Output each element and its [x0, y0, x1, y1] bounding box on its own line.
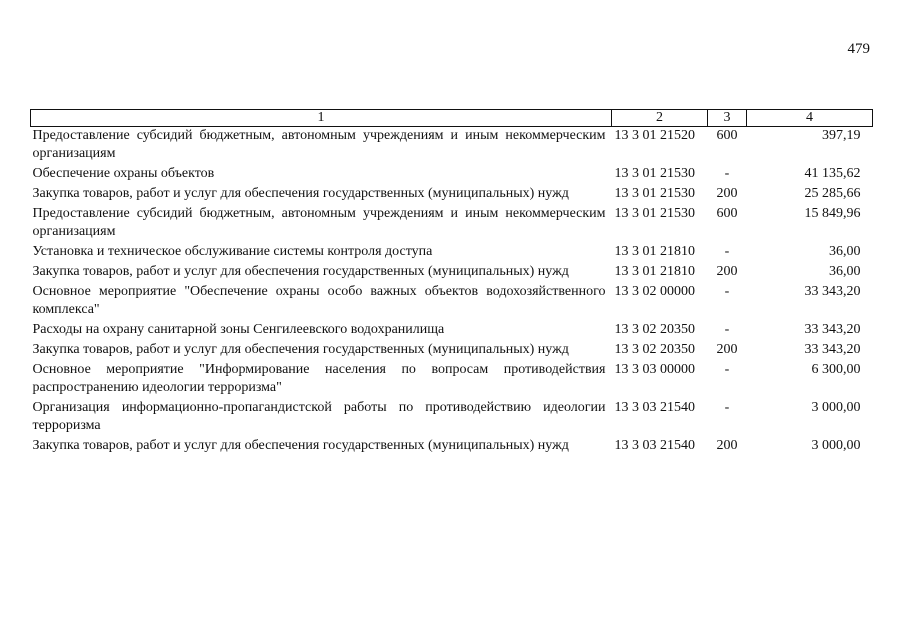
table-row [31, 205, 873, 243]
column-header-name: 1 [31, 110, 612, 127]
table-row [31, 243, 873, 263]
row-type: 200 [716, 186, 738, 201]
row-code: 13 3 03 00000 [614, 362, 695, 377]
row-type: - [724, 166, 730, 181]
budget-table [30, 109, 873, 457]
row-code: 13 3 03 21540 [614, 400, 695, 415]
row-type: - [724, 322, 730, 337]
row-code: 13 3 01 21810 [614, 264, 695, 279]
row-code: 13 3 02 00000 [614, 284, 695, 299]
row-name: Обеспечение охраны объектов [32, 166, 215, 181]
row-type: - [724, 362, 730, 377]
row-type: - [724, 400, 730, 415]
row-type: 600 [716, 206, 738, 221]
row-amount: 6 300,00 [811, 362, 861, 377]
row-name: Закупка товаров, работ и услуг для обеспечения государственных (муниципальных) нужд [32, 186, 569, 201]
table-row [31, 321, 873, 341]
row-type: 200 [716, 264, 738, 279]
row-name: Закупка товаров, работ и услуг для обеспечения государственных (муниципальных) нужд [32, 342, 569, 357]
table-header [31, 110, 873, 127]
table-row [31, 341, 873, 361]
table-row [31, 361, 873, 399]
row-code: 13 3 01 21810 [614, 244, 695, 259]
row-code: 13 3 01 21530 [614, 206, 695, 221]
row-amount: 15 849,96 [804, 206, 861, 221]
row-name: Закупка товаров, работ и услуг для обеспечения государственных (муниципальных) нужд [32, 264, 569, 279]
row-name: Установка и техническое обслуживание системы контроля доступа [32, 244, 433, 259]
row-amount: 41 135,62 [804, 166, 861, 181]
page-number: 479 [847, 41, 870, 57]
table-body [31, 127, 873, 458]
row-name: Предоставление субсидий бюджетным, автономным учреждениям и иным некоммерческим организациям [32, 206, 606, 239]
row-name: Расходы на охрану санитарной зоны Сенгилеевского водохранилища [32, 322, 445, 337]
row-name: Организация информационно-пропагандистской работы по противодействию идеологии терроризма [32, 400, 606, 433]
table-row [31, 127, 873, 166]
row-type: - [724, 244, 730, 259]
row-type: 600 [716, 128, 738, 143]
row-code: 13 3 01 21530 [614, 166, 695, 181]
row-type: 200 [716, 438, 738, 453]
row-amount: 33 343,20 [804, 342, 861, 357]
header-row [31, 110, 873, 127]
row-type: - [724, 284, 730, 299]
column-header-type: 3 [708, 110, 747, 127]
row-amount: 36,00 [829, 264, 861, 279]
table-row [31, 263, 873, 283]
table-row [31, 165, 873, 185]
column-header-code: 2 [612, 110, 708, 127]
table-row [31, 283, 873, 321]
row-code: 13 3 01 21520 [614, 128, 695, 143]
row-amount: 3 000,00 [811, 438, 861, 453]
row-amount: 3 000,00 [811, 400, 861, 415]
table-row [31, 437, 873, 457]
table-row [31, 399, 873, 437]
row-amount: 25 285,66 [804, 186, 861, 201]
row-name: Основное мероприятие "Обеспечение охраны особо важных объектов водохозяйственного комплекса" [32, 284, 606, 317]
table-row [31, 185, 873, 205]
row-name: Закупка товаров, работ и услуг для обеспечения государственных (муниципальных) нужд [32, 438, 569, 453]
row-name: Предоставление субсидий бюджетным, автономным учреждениям и иным некоммерческим организациям [32, 128, 606, 161]
row-code: 13 3 01 21530 [614, 186, 695, 201]
row-name: Основное мероприятие "Информирование населения по вопросам противодействия распространению идеологии терроризма" [32, 362, 606, 395]
row-amount: 33 343,20 [804, 284, 861, 299]
column-header-amount: 4 [747, 110, 873, 127]
row-amount: 36,00 [829, 244, 861, 259]
row-amount: 397,19 [822, 128, 861, 143]
row-amount: 33 343,20 [804, 322, 861, 337]
row-code: 13 3 03 21540 [614, 438, 695, 453]
row-code: 13 3 02 20350 [614, 322, 695, 337]
row-code: 13 3 02 20350 [614, 342, 695, 357]
row-type: 200 [716, 342, 738, 357]
